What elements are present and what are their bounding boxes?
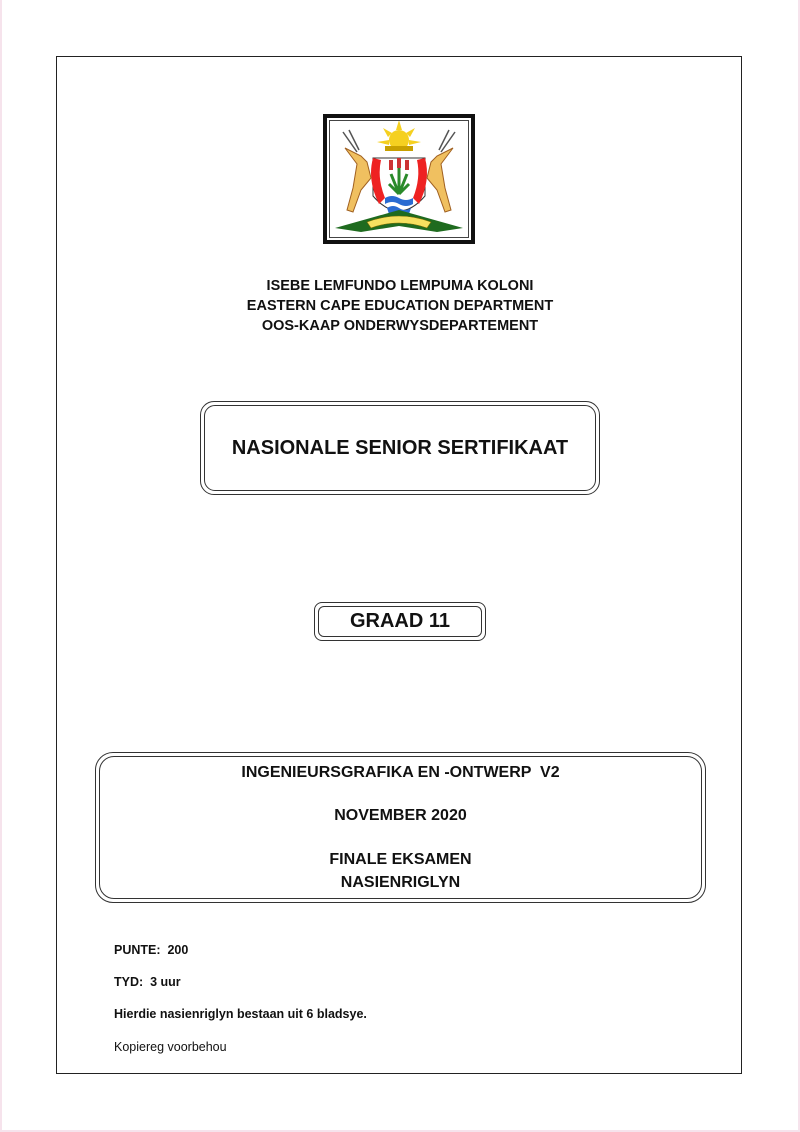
subject-name: INGENIEURSGRAFIKA EN -ONTWERP V2 [241, 764, 560, 781]
department-name-xhosa: ISEBE LEMFUNDO LEMPUMA KOLONI [266, 278, 534, 294]
department-name-afrikaans: OOS-KAAP ONDERWYSDEPARTEMENT [261, 318, 539, 334]
department-names [0, 276, 800, 336]
marks-label: PUNTE: 200 [114, 943, 189, 957]
document-type: NASIENRIGLYN [340, 874, 461, 891]
page-edge-left [0, 0, 2, 1132]
certificate-title: NASIONALE SENIOR SERTIFIKAAT [231, 436, 569, 459]
copyright-note: Kopiereg voorbehou [114, 1040, 227, 1054]
department-name-english: EASTERN CAPE EDUCATION DEPARTMENT [246, 298, 554, 314]
grade-label: GRAAD 11 [349, 610, 451, 632]
exam-type: FINALE EKSAMEN [329, 851, 472, 868]
page-count-note: Hierdie nasienriglyn bestaan uit 6 bladsye. [114, 1007, 367, 1021]
coat-of-arms-icon [323, 114, 475, 244]
exam-date: NOVEMBER 2020 [334, 807, 467, 824]
time-label: TYD: 3 uur [114, 975, 181, 989]
subject-details [95, 752, 706, 903]
